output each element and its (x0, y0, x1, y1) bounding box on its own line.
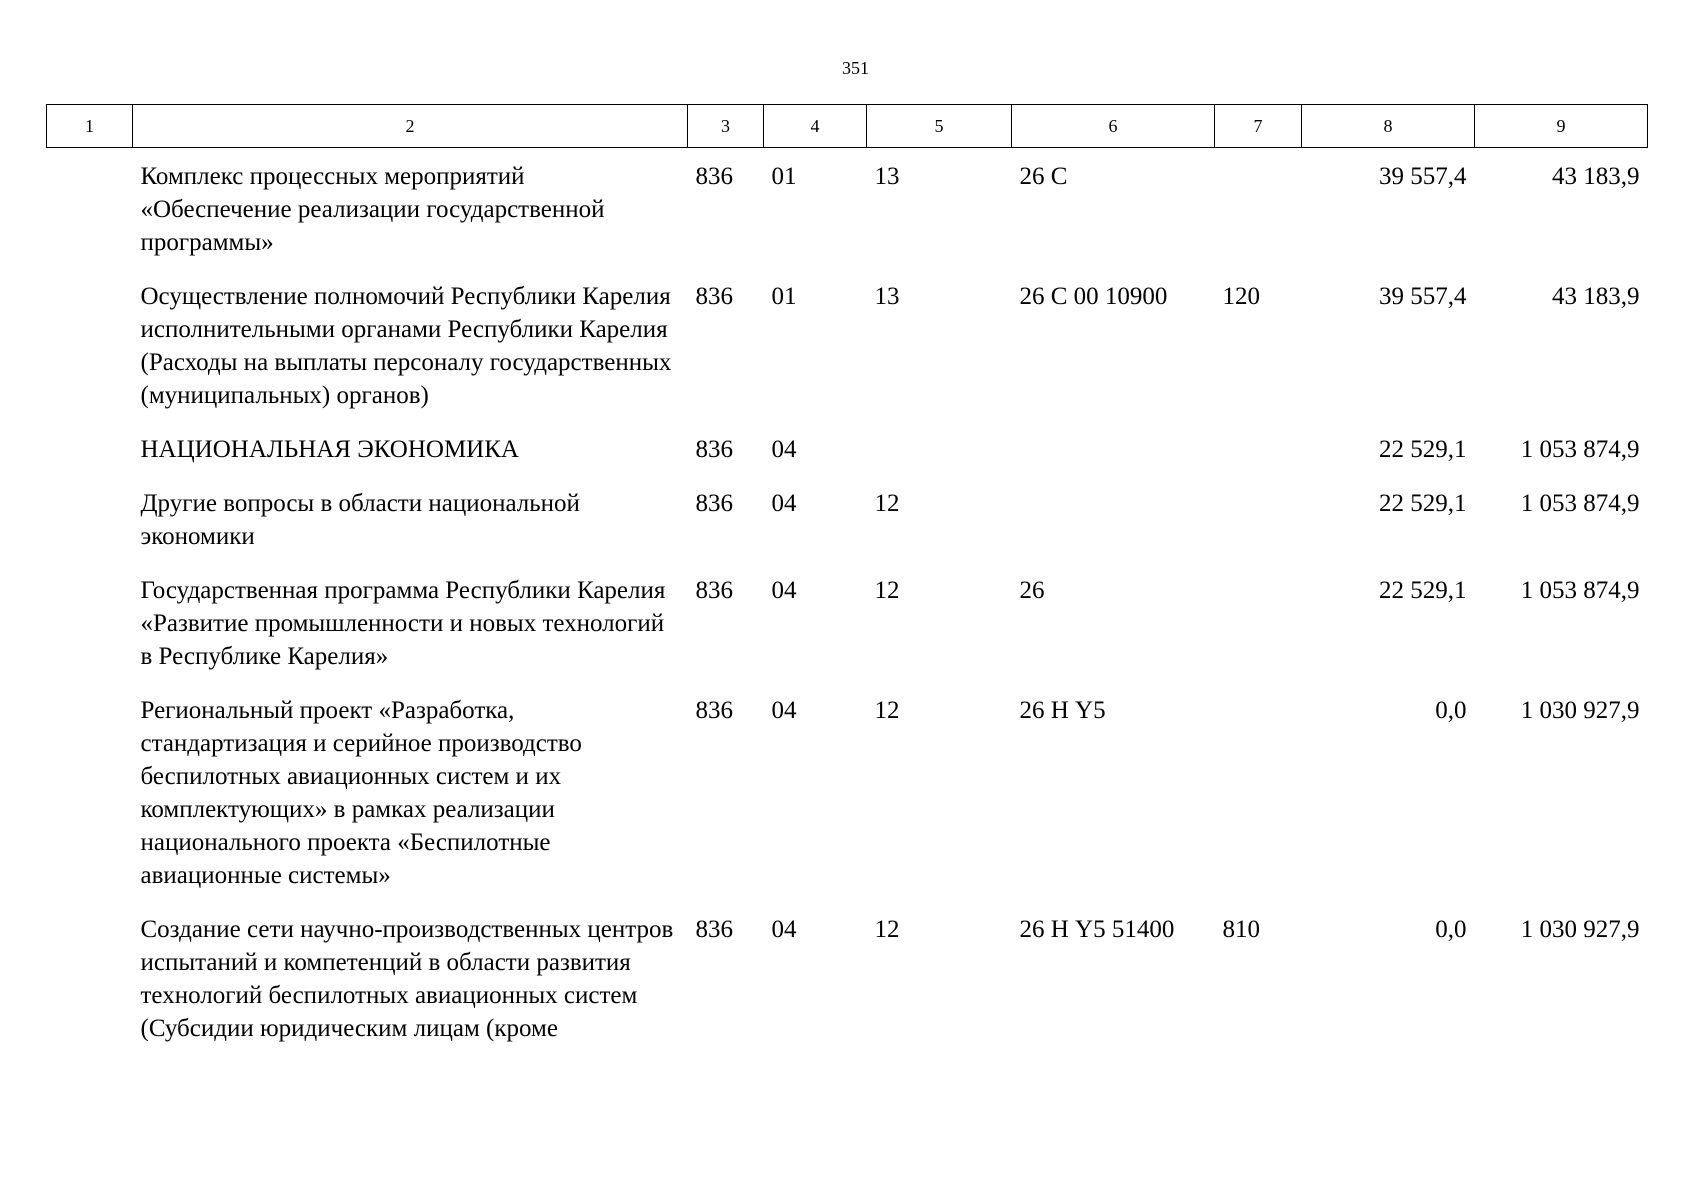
cell-pr (867, 423, 1012, 477)
cell-rz: 04 (771, 697, 797, 724)
cell-name: Создание сети научно-производственных центров испытаний и компетенций в области развития технологий беспилотных авиационных систем (Субсидии юридическим лицам (кроме (140, 916, 674, 1042)
header-col-2: 2 (133, 105, 688, 148)
cell-name: Комплекс процессных мероприятий «Обеспечение реализации государственной программы» (140, 163, 605, 256)
cell-sum-1: 0,0 (1435, 916, 1467, 943)
cell-pr: 12 (874, 577, 900, 604)
cell-csr: 26 С 00 10900 (1019, 283, 1168, 310)
cell-ved: 836 (695, 697, 733, 724)
cell-rz: 04 (771, 916, 797, 943)
cell-number (47, 270, 133, 423)
header-col-3: 3 (688, 105, 764, 148)
cell-rz: 01 (771, 163, 797, 190)
cell-sum-2: 1 053 874,9 (1520, 490, 1640, 517)
table-row (47, 148, 1648, 271)
header-col-6: 6 (1012, 105, 1215, 148)
cell-rz: 04 (771, 436, 797, 463)
header-col-1: 1 (47, 105, 133, 148)
cell-csr: 26 Н Y5 (1019, 697, 1106, 724)
cell-pr: 12 (874, 697, 900, 724)
cell-vr (1215, 564, 1302, 684)
cell-sum-2: 43 183,9 (1552, 283, 1640, 310)
cell-number (47, 903, 133, 1056)
cell-name: Региональный проект «Разработка, стандартизация и серийное производство беспилотных авиационных систем и их комплектующих» в рамках реализации национального проекта «Беспилотные авиационные системы» (140, 697, 582, 889)
cell-rz: 04 (771, 490, 797, 517)
cell-name: НАЦИОНАЛЬНАЯ ЭКОНОМИКА (140, 436, 519, 463)
cell-csr: 26 С (1019, 163, 1068, 190)
table-row (47, 564, 1648, 684)
cell-vr: 120 (1222, 283, 1260, 310)
cell-number (47, 684, 133, 903)
cell-rz: 01 (771, 283, 797, 310)
cell-name: Осуществление полномочий Республики Карелия исполнительными органами Республики Карелия (Расходы на выплаты персоналу государственных (муниципальных) органов) (140, 283, 672, 409)
header-col-9: 9 (1475, 105, 1648, 148)
cell-vr (1215, 684, 1302, 903)
cell-ved: 836 (695, 283, 733, 310)
header-col-8: 8 (1302, 105, 1475, 148)
cell-pr: 12 (874, 916, 900, 943)
cell-ved: 836 (695, 436, 733, 463)
cell-sum-2: 1 053 874,9 (1520, 577, 1640, 604)
cell-sum-1: 39 557,4 (1379, 163, 1467, 190)
cell-ved: 836 (695, 916, 733, 943)
cell-pr: 13 (874, 163, 900, 190)
cell-ved: 836 (695, 577, 733, 604)
cell-name: Другие вопросы в области национальной экономики (140, 490, 580, 550)
cell-sum-2: 43 183,9 (1552, 163, 1640, 190)
header-row (47, 105, 1648, 148)
cell-sum-1: 39 557,4 (1379, 283, 1467, 310)
cell-number (47, 477, 133, 564)
table-row (47, 423, 1648, 477)
cell-pr: 12 (874, 490, 900, 517)
cell-rz: 04 (771, 577, 797, 604)
budget-table (46, 104, 1648, 1056)
header-col-7: 7 (1215, 105, 1302, 148)
cell-number (47, 423, 133, 477)
cell-vr (1215, 477, 1302, 564)
cell-number (47, 148, 133, 271)
cell-csr: 26 (1019, 577, 1045, 604)
page-number: 351 (842, 58, 869, 78)
cell-sum-1: 22 529,1 (1379, 490, 1467, 517)
cell-pr: 13 (874, 283, 900, 310)
cell-sum-2: 1 053 874,9 (1520, 436, 1640, 463)
cell-sum-2: 1 030 927,9 (1520, 697, 1640, 724)
cell-ved: 836 (695, 490, 733, 517)
table-row (47, 477, 1648, 564)
cell-csr (1012, 477, 1215, 564)
cell-vr: 810 (1222, 916, 1260, 943)
table-body (47, 148, 1648, 1057)
cell-sum-1: 0,0 (1435, 697, 1467, 724)
cell-sum-2: 1 030 927,9 (1520, 916, 1640, 943)
cell-csr: 26 Н Y5 51400 (1019, 916, 1175, 943)
table-row (47, 270, 1648, 423)
cell-sum-1: 22 529,1 (1379, 577, 1467, 604)
table-row (47, 903, 1648, 1056)
cell-sum-1: 22 529,1 (1379, 436, 1467, 463)
header-col-4: 4 (764, 105, 867, 148)
cell-name: Государственная программа Республики Карелия «Развитие промышленности и новых технологий в Республике Карелия» (140, 577, 666, 670)
cell-ved: 836 (695, 163, 733, 190)
cell-vr (1215, 423, 1302, 477)
table-header (47, 105, 1648, 148)
cell-number (47, 564, 133, 684)
table-row (47, 684, 1648, 903)
cell-vr (1215, 148, 1302, 271)
cell-csr (1012, 423, 1215, 477)
header-col-5: 5 (867, 105, 1012, 148)
